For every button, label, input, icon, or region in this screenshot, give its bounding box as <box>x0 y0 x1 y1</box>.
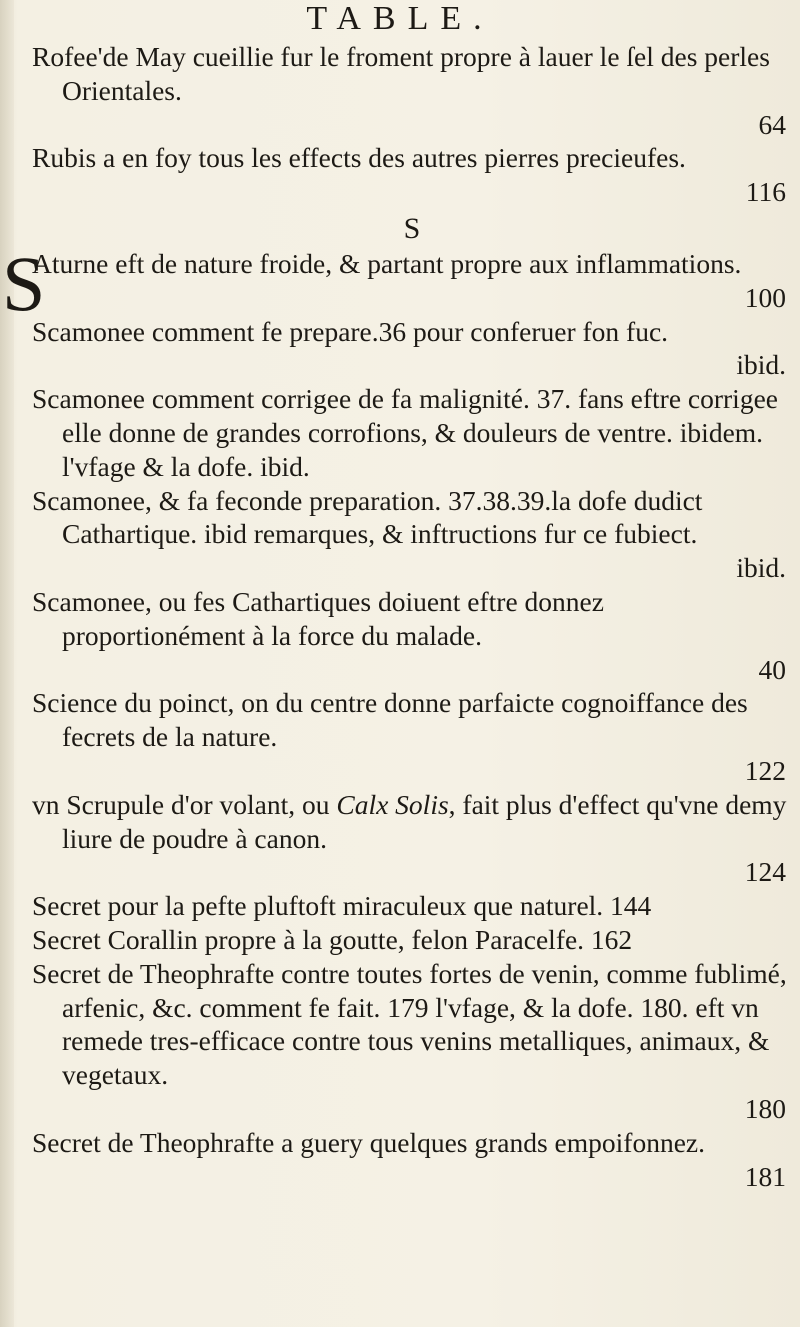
section-letter: S <box>403 211 421 245</box>
index-entry <box>32 1126 792 1194</box>
index-entry <box>32 889 792 923</box>
page-number: 180 <box>744 1092 786 1124</box>
entry-text: Secret de Theophrafte contre toutes fortes de venin, comme fublimé, arfenic, &c. comment fe fait. 179 l'vfage, & la dofe. 180. eft vn remede tres-efficace contre tous venins metalliques, animaux, & vegetaux. <box>32 957 787 1091</box>
page-gutter-shadow <box>0 0 14 1327</box>
entry-text: Scamonee comment fe prepare.36 pour conferuer fon fuc. <box>32 315 669 347</box>
entry-text: Secret pour la pefte pluftoft miraculeux que naturel. 144 <box>32 890 652 922</box>
index-entry <box>32 923 792 957</box>
index-entry <box>32 141 792 209</box>
entry-text: Scamonee, & fa feconde preparation. 37.38.39.la dofe dudict Cathartique. ibid remarques, & inftructions fur ce fubiect. <box>32 484 703 550</box>
entry-text: vn Scrupule d'or volant, ou <box>32 788 337 820</box>
entry-text: , fait plus d'effect qu'vne demy liure de poudre à canon. <box>62 788 787 854</box>
drop-cap: S <box>2 239 46 327</box>
index-entry <box>32 957 792 1126</box>
page-number: 100 <box>744 281 786 313</box>
running-header: TABLE. <box>306 0 494 37</box>
page-number: 116 <box>745 176 786 208</box>
entry-text: Rubis a en foy tous les effects des autres pierres precieufes. <box>32 142 686 174</box>
index-entry <box>32 585 792 686</box>
page-number: 122 <box>744 754 786 786</box>
entry-text: Rofee'de May cueillie fur le froment propre à lauer le ſel des perles Orientales. <box>32 41 770 106</box>
index-entry <box>32 40 792 141</box>
entry-text: Secret Corallin propre à la goutte, felon Paracelfe. 162 <box>32 923 633 955</box>
entry-text: Aturne eft de nature froide, & partant propre aux inflammations. <box>32 247 742 279</box>
index-entry <box>32 484 792 585</box>
index-entry <box>32 686 792 787</box>
page-number: ibid. <box>736 349 786 381</box>
index-entry <box>32 315 792 383</box>
index-content <box>2 40 792 1193</box>
index-entry <box>32 382 792 483</box>
page-number: 181 <box>744 1160 786 1192</box>
page-number: 124 <box>744 856 786 888</box>
entry-text: Scamonee comment corrigee de fa malignité. 37. fans eftre corrigee elle donne de grandes corrofions, & douleurs de ventre. ibidem. l'vfage & la dofe. ibid. <box>32 383 778 482</box>
page-number: ibid. <box>736 552 786 584</box>
entry-text: Science du poinct, on du centre donne parfaicte cognoiffance des fecrets de la nature. <box>32 687 748 753</box>
index-entry <box>32 788 792 889</box>
entry-text: Secret de Theophrafte a guery quelques grands empoifonnez. <box>32 1126 705 1158</box>
entry-latin-term: Calx Solis <box>336 788 449 820</box>
page-number: 64 <box>758 108 786 140</box>
page-number: 40 <box>758 653 786 685</box>
index-entry <box>2 239 792 327</box>
entry-text: Scamonee, ou fes Cathartiques doiuent eftre donnez proportionément à la force du malade. <box>32 585 604 651</box>
